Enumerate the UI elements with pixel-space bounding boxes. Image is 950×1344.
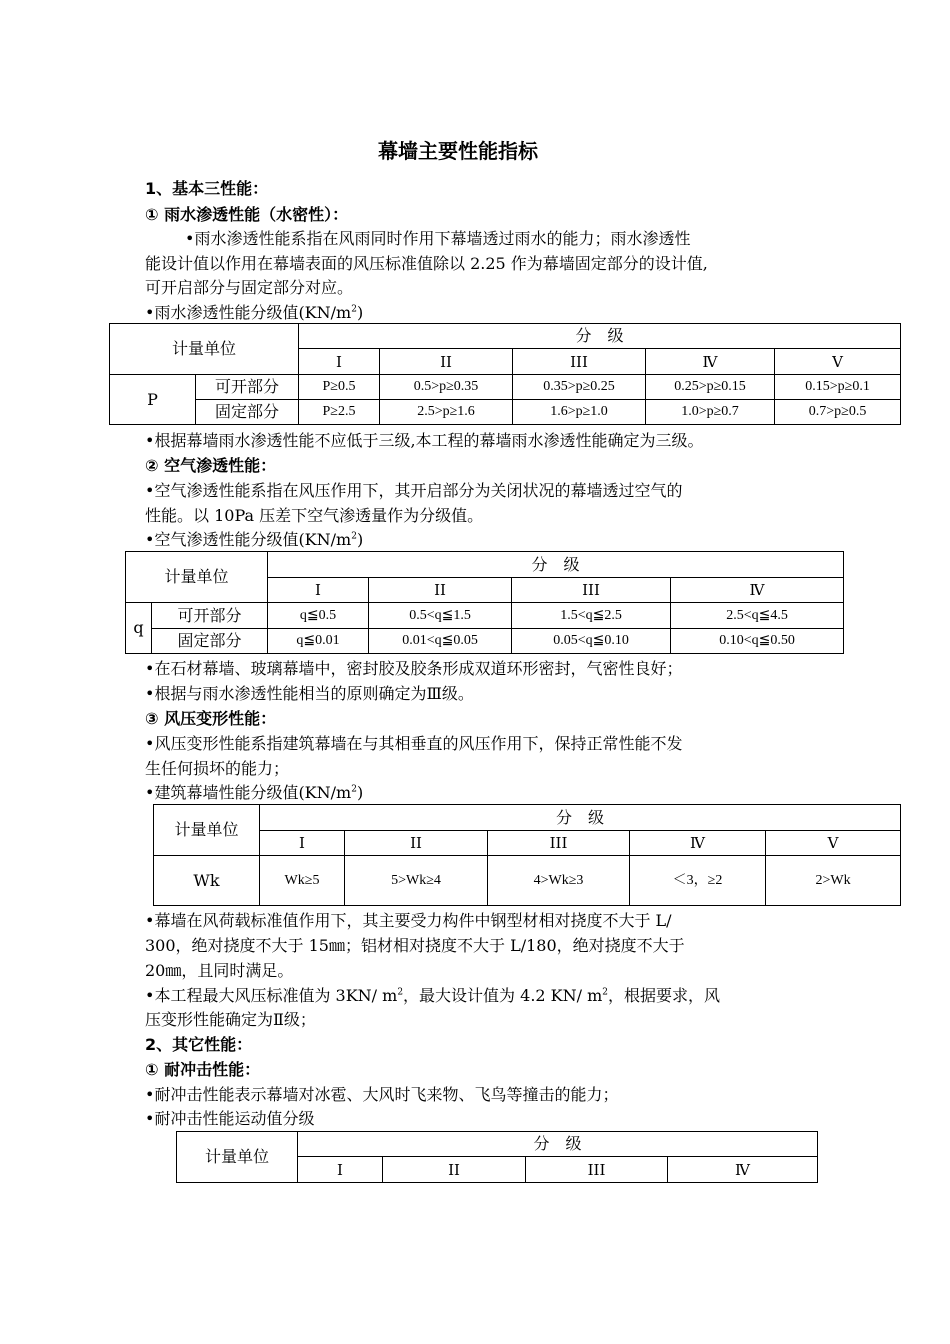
table-cell: 0.35>p≥0.25	[513, 375, 646, 400]
subsection-heading: ① 雨水渗透性能（水密性）：	[145, 205, 349, 224]
grade-label: Ⅳ	[630, 831, 766, 856]
grade-label: II	[380, 349, 513, 375]
paragraph-line: •根据与雨水渗透性能相当的原则确定为Ⅲ级。	[145, 684, 474, 703]
paragraph-line: •幕墙在风荷载标准值作用下，其主要受力构件中钢型材相对挠度不大于 L/	[145, 911, 672, 930]
grade-header: 分 级	[268, 552, 844, 578]
unit-header: 计量单位	[154, 805, 260, 856]
paragraph-line: •耐冲击性能表示幕墙对冰雹、大风时飞来物、飞鸟等撞击的能力；	[145, 1085, 619, 1104]
wind-pressure-table	[153, 804, 901, 906]
paragraph-line: •风压变形性能系指建筑幕墙在与其相垂直的风压作用下，保持正常性能不发	[145, 734, 683, 753]
section-heading: 1、基本三性能：	[145, 179, 269, 198]
grade-label: V	[766, 831, 901, 856]
paragraph-line: 生任何损坏的能力；	[145, 759, 290, 778]
paragraph-line	[145, 985, 720, 1007]
table-cell: 1.0>p≥0.7	[646, 400, 775, 425]
paragraph-line: •空气渗透性能系指在风压作用下，其开启部分为关闭状况的幕墙透过空气的	[145, 481, 683, 500]
paragraph-line: 性能。以 10Pa 压差下空气渗透量作为分级值。	[145, 506, 484, 525]
row-label: 可开部分	[152, 603, 268, 629]
subsection-heading: ③ 风压变形性能：	[145, 709, 277, 728]
note-part: ，最大设计值为 4.2 KN/ m	[403, 986, 603, 1005]
caption-text: •雨水渗透性能分级值(KN/m	[145, 303, 352, 322]
table-cell: 4>Wk≥3	[488, 856, 630, 906]
note-superscript: 2	[602, 987, 609, 998]
grade-label: Ⅳ	[646, 349, 775, 375]
table-cell: 2.5<q≦4.5	[671, 603, 844, 629]
caption-end: )	[356, 530, 364, 549]
grade-label: I	[298, 1157, 383, 1183]
paragraph-line: 可开启部分与固定部分对应。	[145, 278, 354, 297]
caption-text: •空气渗透性能分级值(KN/m	[145, 530, 352, 549]
grade-label: I	[260, 831, 345, 856]
grade-header: 分 级	[260, 805, 901, 831]
table-caption	[145, 302, 363, 324]
table-caption	[145, 782, 363, 804]
grade-label: Ⅳ	[671, 578, 844, 603]
unit-header: 计量单位	[110, 324, 299, 375]
row-label: 固定部分	[196, 400, 299, 425]
table-cell: 5>Wk≥4	[345, 856, 488, 906]
note-superscript: 2	[397, 987, 404, 998]
grade-header: 分 级	[298, 1132, 818, 1157]
symbol-cell: q	[126, 603, 152, 654]
grade-label: Ⅳ	[668, 1157, 818, 1183]
table-caption: •耐冲击性能运动值分级	[145, 1109, 315, 1128]
table-cell: 0.5<q≦1.5	[369, 603, 512, 629]
grade-label: III	[526, 1157, 668, 1183]
grade-label: V	[775, 349, 901, 375]
grade-label: III	[512, 578, 671, 603]
caption-end: )	[356, 303, 364, 322]
caption-end: )	[356, 783, 364, 802]
grade-label: II	[383, 1157, 526, 1183]
caption-superscript: 2	[351, 531, 357, 542]
grade-label: II	[345, 831, 488, 856]
grade-label: I	[299, 349, 380, 375]
page-title: 幕墙主要性能指标	[378, 139, 538, 163]
table-cell: 0.7>p≥0.5	[775, 400, 901, 425]
caption-superscript: 2	[351, 784, 357, 795]
subsection-heading: ② 空气渗透性能：	[145, 456, 277, 475]
paragraph-line: 300，绝对挠度不大于 15㎜；铝材相对挠度不大于 L/180，绝对挠度不大于	[145, 936, 685, 955]
symbol-cell: P	[110, 375, 196, 425]
table-cell: 0.5>p≥0.35	[380, 375, 513, 400]
table-cell: 0.10<q≦0.50	[671, 629, 844, 654]
table-cell: 2>Wk	[766, 856, 901, 906]
paragraph-line: 能设计值以作用在幕墙表面的风压标准值除以 2.25 作为幕墙固定部分的设计值,	[145, 254, 708, 273]
note-part: •本工程最大风压标准值为 3KN/ m	[145, 986, 398, 1005]
table-cell: P≥2.5	[299, 400, 380, 425]
paragraph-line: •雨水渗透性能系指在风雨同时作用下幕墙透过雨水的能力；雨水渗透性	[185, 229, 691, 248]
table-cell: ＜3，≥2	[630, 856, 766, 906]
impact-table	[176, 1131, 818, 1183]
table-cell: 0.05<q≦0.10	[512, 629, 671, 654]
paragraph-line: •根据幕墙雨水渗透性能不应低于三级,本工程的幕墙雨水渗透性能确定为三级。	[145, 431, 704, 450]
unit-header: 计量单位	[177, 1132, 298, 1183]
grade-label: II	[369, 578, 512, 603]
table-cell: q≦0.5	[268, 603, 369, 629]
unit-header: 计量单位	[126, 552, 268, 603]
rain-penetration-table	[109, 323, 901, 425]
paragraph-line: 压变形性能确定为Ⅱ级；	[145, 1010, 316, 1029]
air-penetration-table	[125, 551, 844, 654]
grade-label: I	[268, 578, 369, 603]
grade-header: 分 级	[299, 324, 901, 349]
table-caption	[145, 529, 363, 551]
paragraph-line: •在石材幕墙、玻璃幕墙中，密封胶及胶条形成双道环形密封，气密性良好；	[145, 659, 683, 678]
table-cell: 1.5<q≦2.5	[512, 603, 671, 629]
grade-label: III	[513, 349, 646, 375]
subsection-heading: ① 耐冲击性能：	[145, 1060, 261, 1079]
table-cell: Wk≥5	[260, 856, 345, 906]
table-cell: 0.25>p≥0.15	[646, 375, 775, 400]
table-cell: 0.01<q≦0.05	[369, 629, 512, 654]
row-label: 可开部分	[196, 375, 299, 400]
row-label: 固定部分	[152, 629, 268, 654]
table-cell: 0.15>p≥0.1	[775, 375, 901, 400]
table-cell: 2.5>p≥1.6	[380, 400, 513, 425]
caption-text: •建筑幕墙性能分级值(KN/m	[145, 783, 352, 802]
grade-label: III	[488, 831, 630, 856]
note-part: ，根据要求，风	[608, 986, 721, 1005]
table-cell: q≦0.01	[268, 629, 369, 654]
paragraph-line: 20㎜，且同时满足。	[145, 961, 294, 980]
caption-superscript: 2	[351, 304, 357, 315]
symbol-cell: Wk	[154, 856, 260, 906]
table-cell: P≥0.5	[299, 375, 380, 400]
section-heading: 2、其它性能：	[145, 1035, 253, 1054]
table-cell: 1.6>p≥1.0	[513, 400, 646, 425]
